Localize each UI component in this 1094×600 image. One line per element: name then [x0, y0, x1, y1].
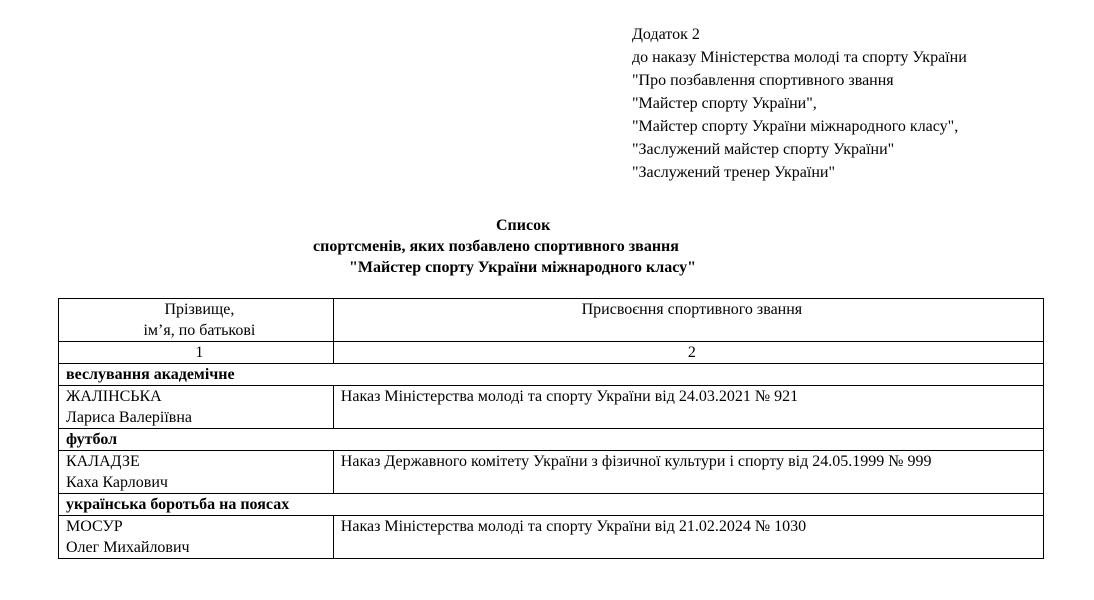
- annex-line: "Про позбавлення спортивного звання: [632, 72, 894, 89]
- sport-name: українська боротьба на поясах: [59, 494, 1044, 516]
- annex-line: "Заслужений тренер України": [632, 164, 836, 181]
- table-row: [59, 516, 1044, 559]
- sport-name: футбол: [59, 429, 1044, 451]
- annex-line: до наказу Міністерства молоді та спорту України: [632, 49, 967, 66]
- athlete-surname: КАЛАДЗЕ: [66, 453, 140, 470]
- annex-block: [632, 23, 967, 184]
- athlete-given-names: Лариса Валеріївна: [66, 409, 193, 426]
- title-line-3: "Майстер спорту України міжнародного класу": [349, 259, 696, 276]
- column-number-1: 1: [59, 342, 334, 364]
- column-number-2: 2: [333, 342, 1043, 364]
- athlete-given-names: Каха Карлович: [66, 474, 168, 491]
- annex-line: "Заслужений майстер спорту України": [632, 141, 895, 158]
- athlete-surname: ЖАЛІНСЬКА: [66, 388, 162, 405]
- sport-row: [59, 494, 1044, 516]
- sport-row: [59, 364, 1044, 386]
- athlete-name-cell: [59, 451, 334, 494]
- award-order-cell: Наказ Міністерства молоді та спорту України від 24.03.2021 № 921: [333, 386, 1043, 429]
- athlete-given-names: Олег Михайлович: [66, 539, 190, 556]
- award-order-cell: Наказ Державного комітету України з фізичної культури і спорту від 24.05.1999 № 999: [333, 451, 1043, 494]
- sport-name: веслування академічне: [59, 364, 1044, 386]
- title-line-2: спортсменів, яких позбавлено спортивного звання: [313, 238, 679, 255]
- column-number-row: [59, 342, 1044, 364]
- header-name-cell: [59, 299, 334, 342]
- annex-line: Додаток 2: [632, 26, 700, 43]
- sport-row: [59, 429, 1044, 451]
- title-line-1: Список: [496, 217, 551, 234]
- header-name-line-2: ім’я, по батькові: [143, 322, 256, 339]
- table-row: [59, 451, 1044, 494]
- header-name-line-1: Прізвище,: [164, 301, 235, 318]
- award-order-cell: Наказ Міністерства молоді та спорту України від 21.02.2024 № 1030: [333, 516, 1043, 559]
- annex-line: "Майстер спорту України міжнародного класу",: [632, 118, 959, 135]
- annex-line: "Майстер спорту України",: [632, 95, 817, 112]
- table-row: [59, 386, 1044, 429]
- athlete-name-cell: [59, 516, 334, 559]
- athlete-name-cell: [59, 386, 334, 429]
- athletes-table: [58, 298, 1044, 559]
- header-title-cell: Присвоєння спортивного звання: [333, 299, 1043, 342]
- athlete-surname: МОСУР: [66, 518, 123, 535]
- table-header-row: [59, 299, 1044, 342]
